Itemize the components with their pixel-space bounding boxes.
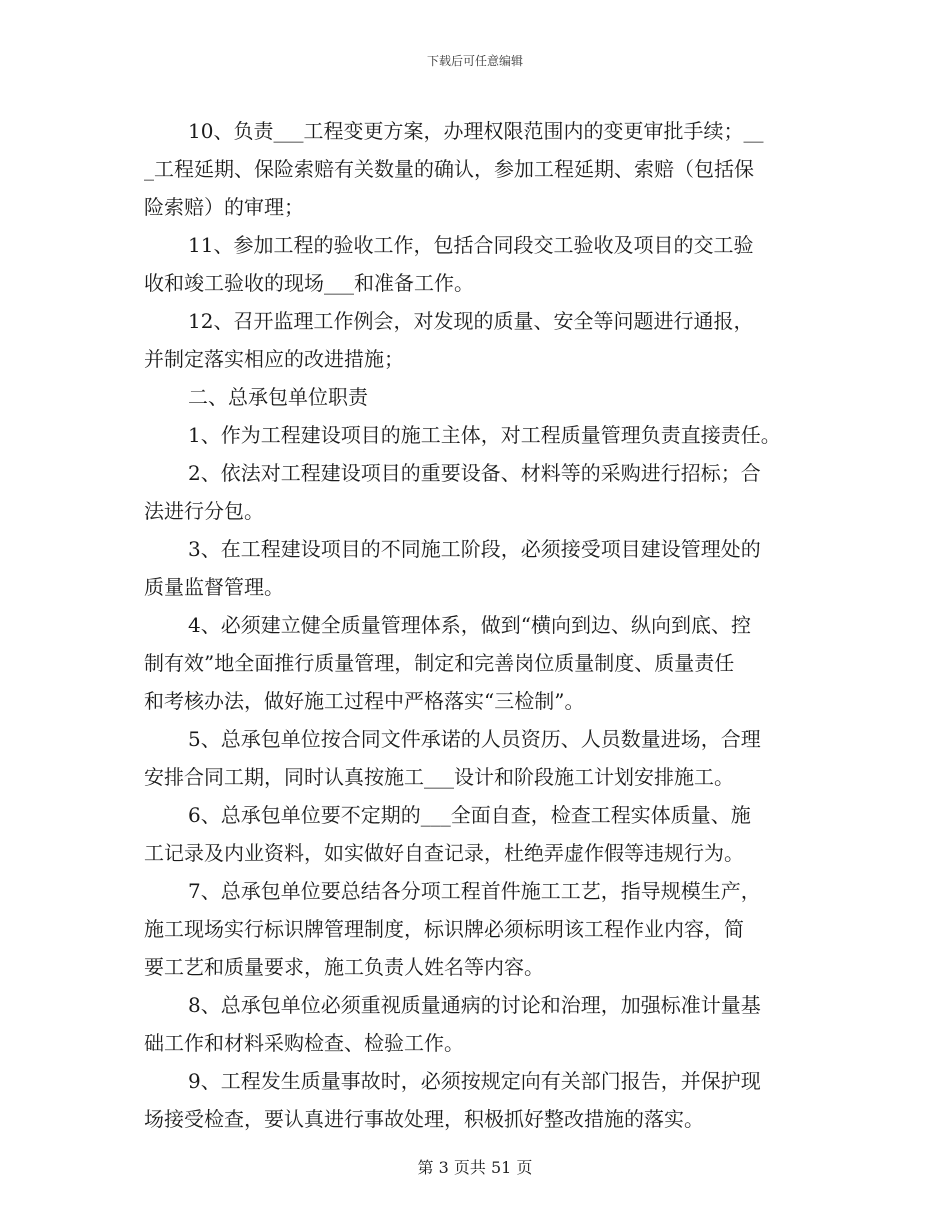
text-line: 制有效”地全面推行质量管理，制定和完善岗位质量制度、质量责任	[144, 651, 735, 675]
text-line: 5、总承包单位按合同文件承诺的人员资历、人员数量进场，合理	[188, 727, 761, 751]
page-footer: 第 3 页共 51 页	[417, 1158, 533, 1177]
text-line: 6、总承包单位要不定期的___全面自查，检查工程实体质量、施	[188, 803, 751, 827]
text-line: 并制定落实相应的改进措施；	[144, 347, 404, 371]
document-body	[144, 112, 834, 1138]
text-line: 收和竣工验收的现场___和准备工作。	[144, 271, 474, 295]
text-line: 安排合同工期，同时认真按施工___设计和阶段施工计划安排施工。	[144, 765, 734, 789]
page-header: 下载后可任意编辑	[426, 54, 523, 68]
text-line: 质量监督管理。	[144, 575, 284, 599]
text-line: 4、必须建立健全质量管理体系，做到“横向到边、纵向到底、控	[188, 613, 751, 637]
text-line: 3、在工程建设项目的不同施工阶段，必须接受项目建设管理处的	[188, 537, 761, 561]
text-line: 工记录及内业资料，如实做好自查记录，杜绝弄虚作假等违规行为。	[144, 841, 744, 865]
text-line: 10、负责___工程变更方案，办理权限范围内的变更审批手续；__	[188, 119, 764, 143]
text-line: 险索赔）的审理；	[144, 195, 304, 219]
text-line: 1、作为工程建设项目的施工主体，对工程质量管理负责直接责任。	[188, 423, 781, 447]
text-line: 法进行分包。	[144, 499, 264, 523]
text-line: 场接受检查，要认真进行事故处理，积极抓好整改措施的落实。	[144, 1107, 704, 1131]
text-line: 2、依法对工程建设项目的重要设备、材料等的采购进行招标；合	[188, 461, 761, 485]
text-line: 7、总承包单位要总结各分项工程首件施工工艺，指导规模生产，	[188, 879, 761, 903]
text-line: _工程延期、保险索赔有关数量的确认，参加工程延期、索赔（包括保	[144, 157, 754, 181]
text-line: 9、工程发生质量事故时，必须按规定向有关部门报告，并保护现	[188, 1069, 761, 1093]
text-line: 8、总承包单位必须重视质量通病的讨论和治理，加强标准计量基	[188, 993, 761, 1017]
text-line: 施工现场实行标识牌管理制度，标识牌必须标明该工程作业内容，简	[144, 917, 744, 941]
text-line: 和考核办法，做好施工过程中严格落实“三检制”。	[144, 689, 585, 713]
text-line: 11、参加工程的验收工作，包括合同段交工验收及项目的交工验	[188, 233, 754, 257]
text-line: 础工作和材料采购检查、检验工作。	[144, 1031, 464, 1055]
text-line: 要工艺和质量要求，施工负责人姓名等内容。	[144, 955, 544, 979]
text-line: 二、总承包单位职责	[188, 385, 368, 409]
text-line: 12、召开监理工作例会，对发现的质量、安全等问题进行通报，	[188, 309, 754, 333]
